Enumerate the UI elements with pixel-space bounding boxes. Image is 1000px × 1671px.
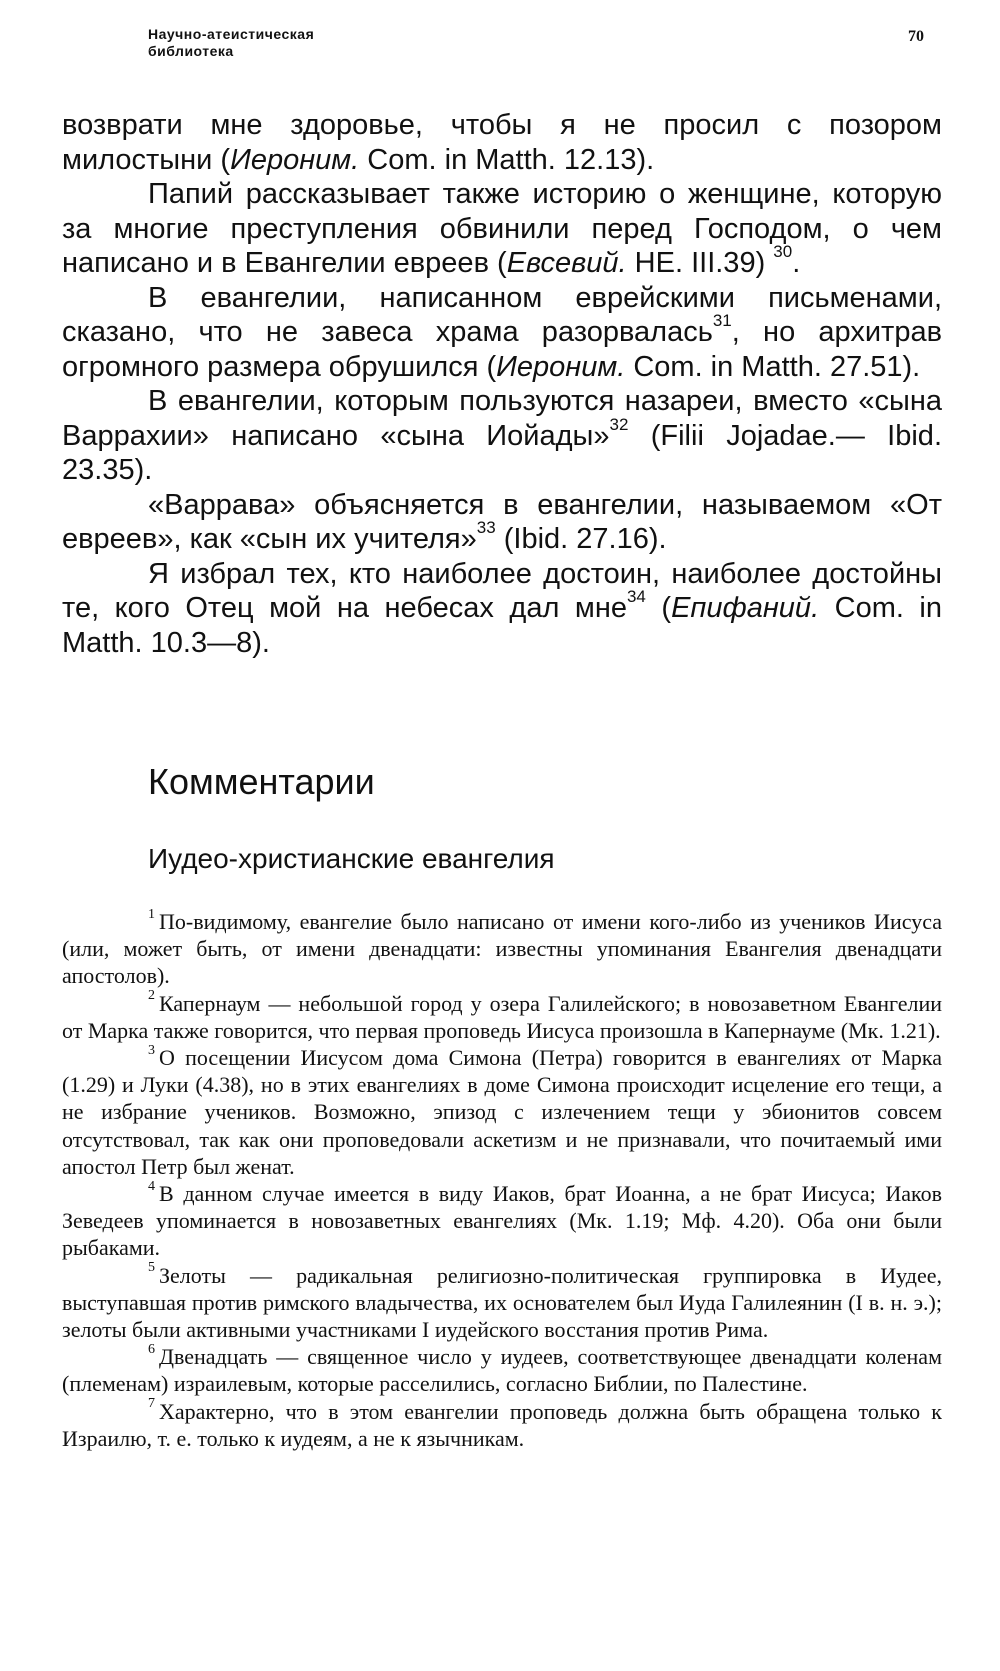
paragraph-4: [62, 384, 942, 488]
text-run: Папий рассказывает также историю о женщине, которую за многие преступления обвинили перед Господом, о чем написано и в Евангелии евреев (: [62, 178, 942, 279]
footnote-ref: 31: [712, 311, 732, 331]
footnote-ref: 30: [773, 242, 793, 262]
author-name: Иероним.: [230, 143, 360, 176]
notes-list: [62, 908, 942, 1452]
author-name: Евсевий.: [506, 247, 627, 279]
text-run: Com. in Matth. 10.3—8).: [62, 592, 942, 659]
main-text: [62, 108, 942, 660]
text-run: В евангелии, которым пользуются назареи, вместо «сына Варрахии» написано «сына Иойады»: [62, 385, 942, 452]
text-run: Com. in Matth. 12.13).: [359, 143, 655, 176]
text-run: , но архитрав огромного размера обрушился (: [62, 316, 942, 383]
note-text: Характерно, что в этом евангелии проповедь должна быть обращена только к Израилю, т. е. только к иудеям, а не к язычникам.: [62, 1398, 942, 1451]
note-text: По-видимому, евангелие было написано от имени кого-либо из учеников Иисуса (или, может быть, от имени двенадцати: известны упоминания Евангелия двенадцати апостолов).: [62, 909, 942, 989]
note-number: 4: [148, 1178, 155, 1194]
text-run: Com. in Matth. 27.51).: [625, 350, 921, 383]
text-run: (Ibid. 27.16).: [495, 523, 667, 555]
note-number: 2: [148, 988, 155, 1004]
note-text: В данном случае имеется в виду Иаков, брат Иоанна, а не брат Иисуса; Иаков Зеведеев упоминается в новозаветных евангелиях (Мк. 1.19; Мф. 4.20). Оба они были рыбаками.: [62, 1181, 942, 1261]
running-header: [148, 26, 314, 60]
publisher-line-2: библиотека: [148, 43, 234, 59]
text-run: HE. III.39): [626, 247, 774, 279]
footnote-ref: 33: [476, 518, 496, 538]
note-item: [62, 1262, 942, 1344]
note-text: Зелоты — радикальная религиозно-политическая группировка в Иудее, выступавшая против римского владычества, их основателем был Иуда Галилеянин (I в. н. э.); зелоты были активными участниками I иудейского восстания против Рима.: [62, 1262, 942, 1343]
note-item: [62, 1398, 942, 1452]
paragraph-6: [62, 557, 942, 661]
note-item: [62, 990, 942, 1044]
page-number: 70: [908, 28, 924, 45]
note-item: [62, 1343, 942, 1397]
text-run: возврати мне здоровье, чтобы я не просил с позором милостыни (: [62, 109, 942, 176]
note-number: 6: [148, 1341, 155, 1357]
text-run: (: [645, 592, 672, 624]
footnote-ref: 32: [609, 414, 629, 434]
note-item: [62, 1044, 942, 1180]
note-number: 3: [148, 1042, 155, 1058]
paragraph-2: [62, 177, 942, 281]
note-number: 7: [148, 1396, 155, 1412]
note-number: 1: [148, 906, 155, 922]
paragraph-1: [62, 108, 942, 177]
text-run: Я избрал тех, кто наиболее достоин, наиболее достойны те, кого Отец мой на небесах дал мне: [62, 557, 942, 624]
footnote-ref: 34: [626, 587, 646, 607]
note-number: 5: [148, 1260, 155, 1276]
text-run: .: [792, 247, 801, 279]
text-run: В евангелии, написанном еврейскими письменами, сказано, что не завеса храма разорвалась: [62, 281, 942, 348]
note-text: Капернаум — небольшой город у озера Галилейского; в новозаветном Евангелии от Марка также говорится, что первая проповедь Иисуса произошла в Капернауме (Мк. 1.21).: [62, 990, 942, 1043]
section-heading: Иудео-христианские евангелия: [148, 843, 555, 874]
note-text: Двенадцать — священное число у иудеев, соответствующее двенадцати коленам (племенам) израилевым, которые расселились, согласно Библии, по Палестине.: [62, 1344, 942, 1397]
publisher-line-1: Научно-атеистическая: [148, 26, 315, 42]
author-name: Епифаний.: [671, 592, 820, 624]
paragraph-5: [62, 488, 942, 557]
note-item: [62, 908, 942, 990]
text-run: «Варрава» объясняется в евангелии, называемом «От евреев», как «сын их учителя»: [62, 488, 942, 555]
text-run: (Filii Jojadae.— Ibid. 23.35).: [62, 419, 942, 486]
comments-heading: Комментарии: [148, 761, 375, 802]
note-text: О посещении Иисусом дома Симона (Петра) говорится в евангелиях от Марка (1.29) и Луки (4.38), но в этих евангелиях в доме Симона происходит исцеление его тещи, а не избрание учеников. Возможно, эпизод с излечением тещи у эбионитов совсем отсутствовал, так как они проповедовали аскетизм и не признавали, что почитаемый ими апостол Петр был женат.: [62, 1045, 942, 1179]
author-name: Иероним.: [496, 350, 626, 383]
paragraph-3: [62, 281, 942, 385]
note-item: [62, 1180, 942, 1262]
